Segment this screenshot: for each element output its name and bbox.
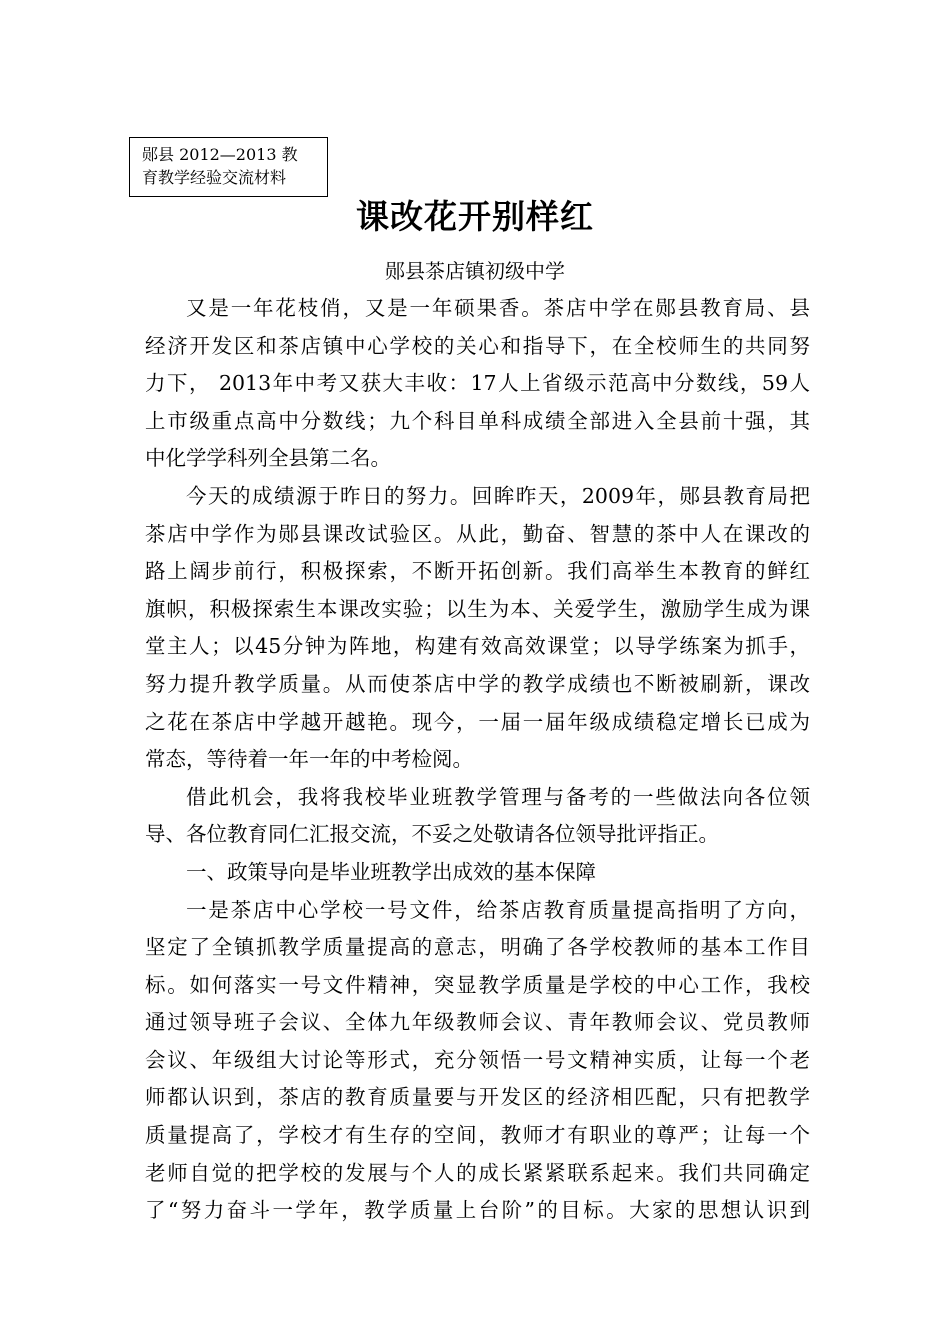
label-line-1: 郧县 2012—2013 教 bbox=[142, 145, 298, 164]
body-line: 堂主人；以45分钟为阵地，构建有效高效课堂；以导学练案为抓手， bbox=[145, 634, 810, 659]
body-line: 通过领导班子会议、全体九年级教师会议、青年教师会议、党员教师 bbox=[145, 1010, 810, 1035]
body-line: 借此机会，我将我校毕业班教学管理与备考的一些做法向各位领 bbox=[186, 784, 810, 809]
body-line: 之花在茶店中学越开越艳。现今，一届一届年级成绩稳定增长已成为 bbox=[145, 709, 810, 734]
body-line: 师都认识到，茶店的教育质量要与开发区的经济相匹配，只有把教学 bbox=[145, 1085, 810, 1110]
section-heading: 一、政策导向是毕业班教学出成效的基本保障 bbox=[186, 859, 596, 884]
body-line: 今天的成绩源于昨日的努力。回眸昨天，2009年，郧县教育局把 bbox=[186, 483, 810, 508]
body-line: 力下， 2013年中考又获大丰收：17人上省级示范高中分数线，59人 bbox=[145, 371, 810, 396]
body-line: 努力提升教学质量。从而使茶店中学的教学成绩也不断被刷新，课改 bbox=[145, 671, 810, 696]
body-line: 又是一年花枝俏，又是一年硕果香。茶店中学在郧县教育局、县 bbox=[186, 296, 810, 320]
body-line: 经济开发区和茶店镇中心学校的关心和指导下，在全校师生的共同努 bbox=[145, 333, 810, 358]
body-line: 老师自觉的把学校的发展与个人的成长紧紧联系起来。我们共同确定 bbox=[145, 1160, 810, 1185]
body-line: 了“努力奋斗一学年，教学质量上台阶”的目标。大家的思想认识到 bbox=[145, 1198, 810, 1223]
body-line: 旗帜，积极探索生本课改实验；以生为本、关爱学生，激励学生成为课 bbox=[145, 596, 810, 621]
body-line: 导、各位教育同仁汇报交流，不妥之处敬请各位领导批评指正。 bbox=[145, 822, 719, 847]
body-line: 路上阔步前行，积极探索，不断开拓创新。我们高举生本教育的鲜红 bbox=[145, 559, 810, 584]
body-line: 标。如何落实一号文件精神，突显教学质量是学校的中心工作，我校 bbox=[145, 972, 810, 997]
document-body bbox=[145, 290, 810, 1230]
body-line: 质量提高了，学校才有生存的空间，教师才有职业的尊严；让每一个 bbox=[145, 1123, 810, 1148]
body-line: 上市级重点高中分数线；九个科目单科成绩全部进入全县前十强，其 bbox=[145, 408, 810, 433]
document-title: 课改花开别样红 bbox=[356, 197, 594, 236]
document-author: 郧县茶店镇初级中学 bbox=[385, 259, 565, 283]
label-line-2: 育教学经验交流材料 bbox=[142, 168, 287, 187]
body-line: 一是茶店中心学校一号文件，给茶店教育质量提高指明了方向， bbox=[186, 897, 810, 922]
body-line: 茶店中学作为郧县课改试验区。从此，勤奋、智慧的茶中人在课改的 bbox=[145, 521, 810, 546]
body-line: 会议、年级组大讨论等形式，充分领悟一号文精神实质，让每一个老 bbox=[145, 1047, 810, 1072]
document-label-box bbox=[129, 137, 328, 197]
body-line: 中化学学科列全县第二名。 bbox=[145, 446, 391, 471]
body-line: 常态，等待着一年一年的中考检阅。 bbox=[145, 747, 473, 772]
body-line: 坚定了全镇抓教学质量提高的意志，明确了各学校教师的基本工作目 bbox=[145, 935, 810, 960]
